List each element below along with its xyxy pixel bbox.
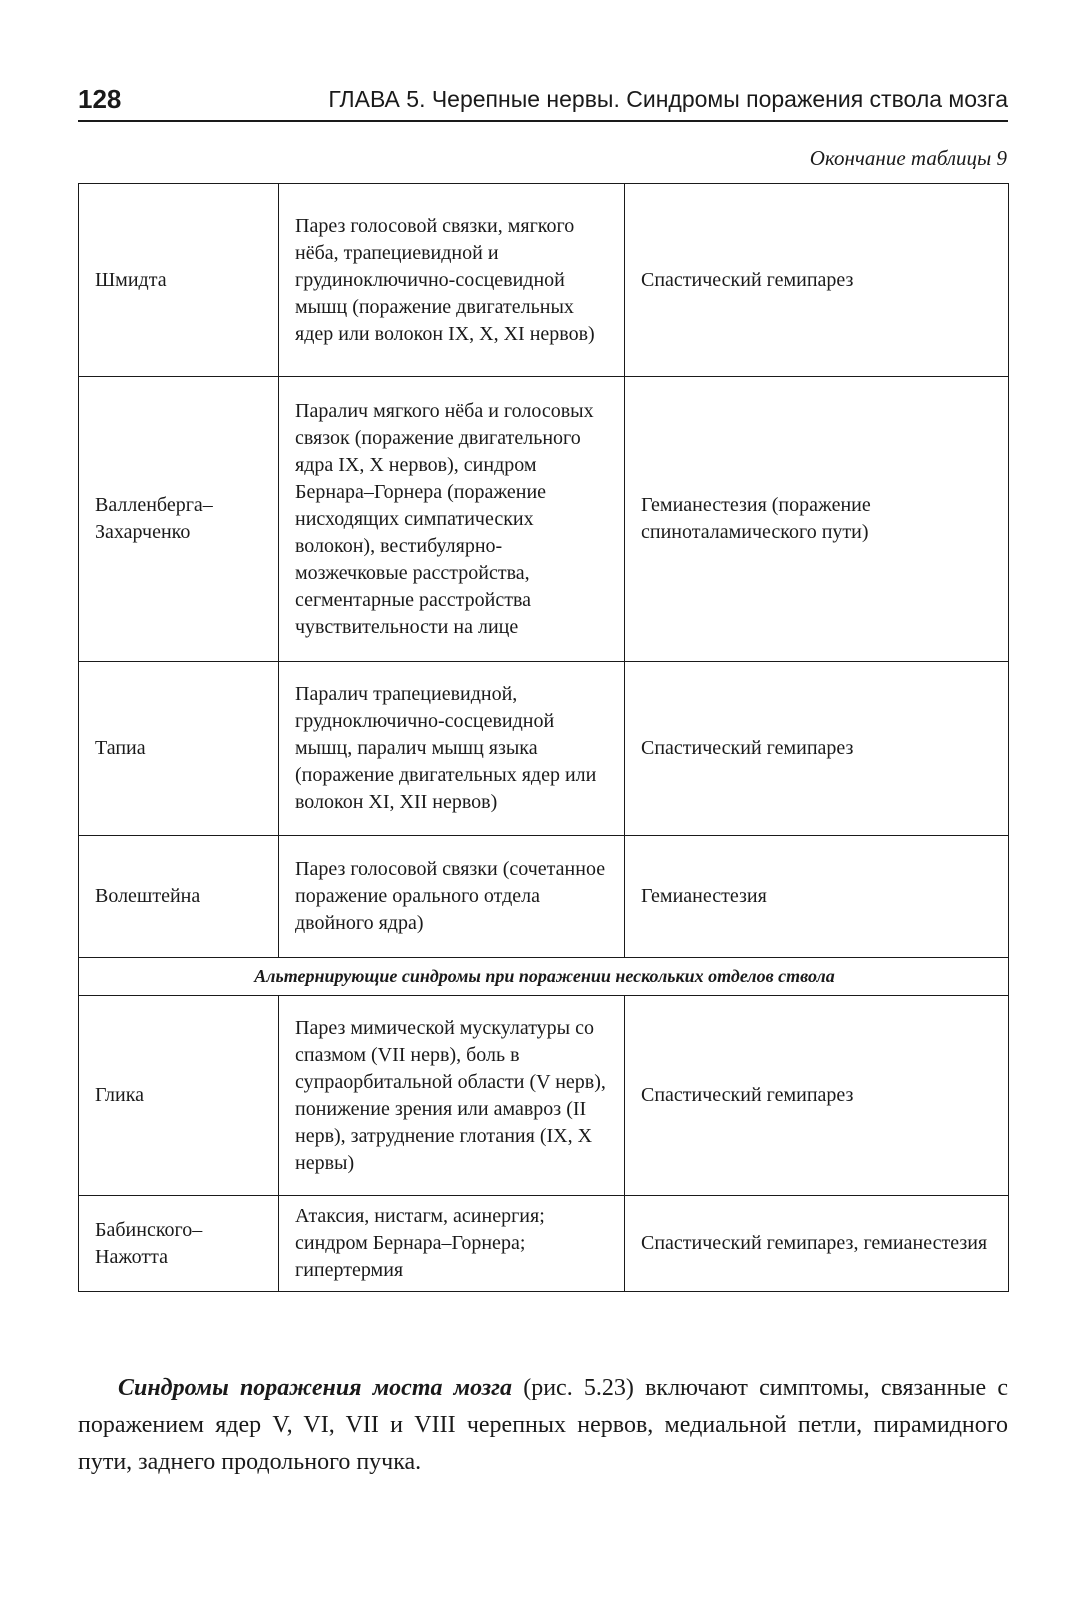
body-side-cell: Спастический гемипарез (625, 184, 1009, 377)
body-side-cell: Спастический гемипарез (625, 996, 1009, 1196)
paragraph-text: (рис. 5.23) включают симптомы, связанные с поражением ядер V, VI, VII и VIII черепных нервов, медиальной петли, пирамидного пути, заднего продольного пучка. (78, 1375, 1008, 1475)
table-caption: Окончание таблицы 9 (809, 146, 1007, 170)
section-header-row (79, 958, 1009, 996)
chapter-title: ГЛАВА 5. Черепные нервы. Синдромы поражения ствола мозга (328, 86, 1008, 112)
table-row (79, 836, 1009, 958)
syndrome-name: Глика (79, 996, 279, 1196)
nerve-damage-cell: Парез голосовой связки, мягкого нёба, трапециевидной и грудиноключично-сосцевидной мышц (поражение двигательных ядер или волокон IX, X, XI нервов) (279, 184, 625, 377)
table-row (79, 1196, 1009, 1292)
table-row (79, 996, 1009, 1196)
paragraph-emphasis: Синдромы поражения моста мозга (118, 1375, 513, 1401)
nerve-damage-cell: Парез голосовой связки (сочетанное поражение орального отдела двойного ядра) (279, 836, 625, 958)
nerve-damage-cell: Атаксия, нистагм, асинергия; синдром Бернара–Горнера; гипертермия (279, 1196, 625, 1292)
syndrome-name: Бабинского–Нажотта (79, 1196, 279, 1292)
body-side-cell: Гемианестезия (625, 836, 1009, 958)
syndrome-name: Шмидта (79, 184, 279, 377)
table-row (79, 377, 1009, 662)
running-head (78, 84, 1008, 122)
nerve-damage-cell: Паралич мягкого нёба и голосовых связок (поражение двигательного ядра IX, X нервов), синдром Бернара–Горнера (поражение нисходящих симпатических волокон), вестибулярно-мозжечковые расстройства, сегментарные расстройства чувствительности на лице (279, 377, 625, 662)
syndromes-table (78, 183, 1009, 1292)
body-paragraph (78, 1370, 1008, 1481)
syndrome-name: Волештейна (79, 836, 279, 958)
body-side-cell: Спастический гемипарез (625, 662, 1009, 836)
syndrome-name: Валленберга–Захарченко (79, 377, 279, 662)
nerve-damage-cell: Паралич трапециевидной, грудноключично-сосцевидной мышц, паралич мышц языка (поражение двигательных ядер или волокон XI, XII нервов) (279, 662, 625, 836)
page-number: 128 (78, 84, 122, 114)
body-side-cell: Спастический гемипарез, гемианестезия (625, 1196, 1009, 1292)
nerve-damage-cell: Парез мимической мускулатуры со спазмом (VII нерв), боль в супраорбитальной области (V нерв), понижение зрения или амавроз (II нерв), затруднение глотания (IX, X нервы) (279, 996, 625, 1196)
body-side-cell: Гемианестезия (поражение спиноталамического пути) (625, 377, 1009, 662)
table-row (79, 662, 1009, 836)
table-row (79, 184, 1009, 377)
section-title: Альтернирующие синдромы при поражении нескольких отделов ствола (79, 958, 1009, 996)
syndrome-name: Тапиа (79, 662, 279, 836)
